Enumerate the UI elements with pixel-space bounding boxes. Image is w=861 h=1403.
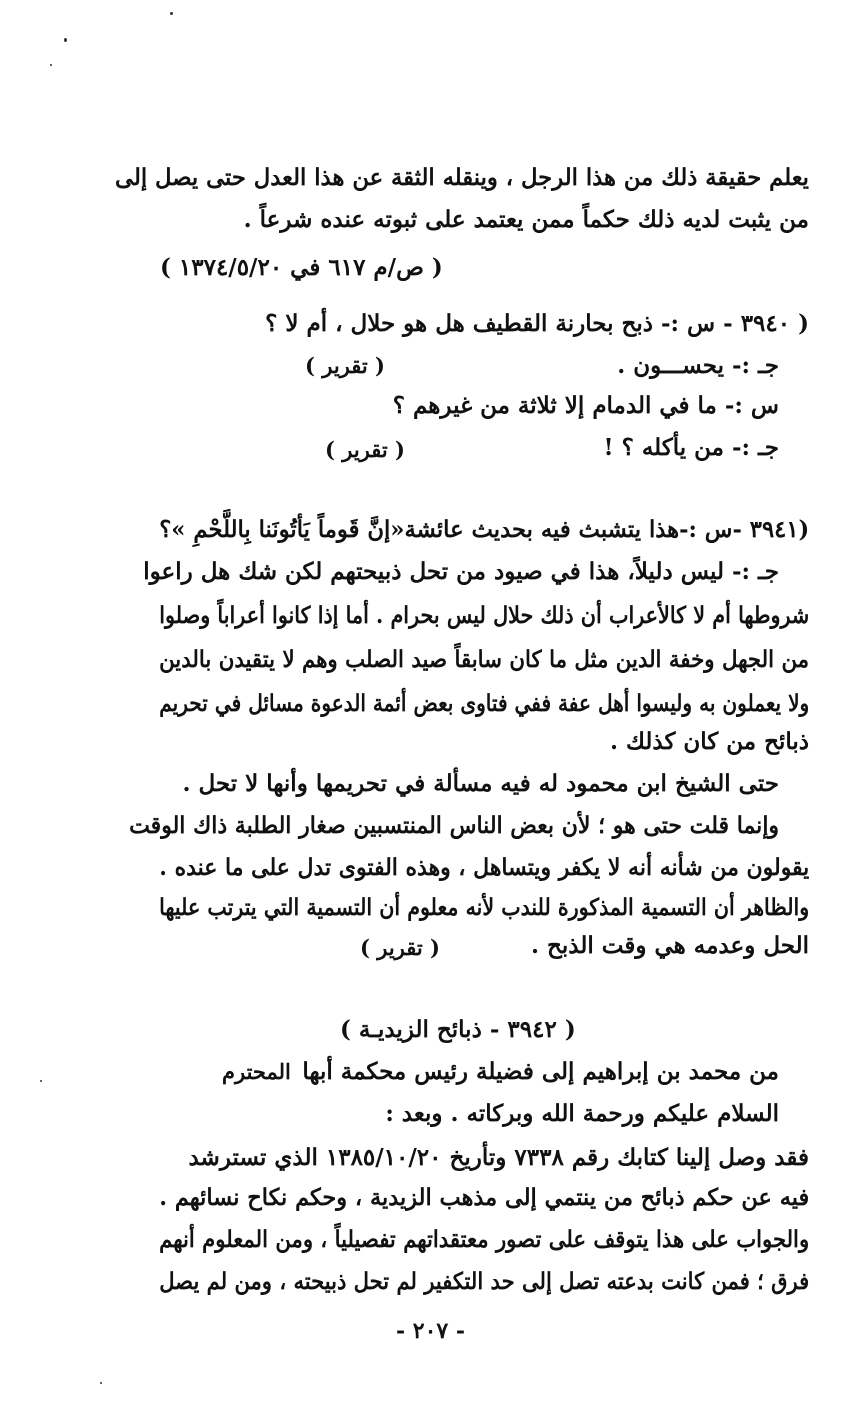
paragraph-line: حتى الشيخ ابن محمود له فيه مسألة في تحريمها وأنها لا تحل .	[182, 770, 779, 797]
paragraph-line: ولا يعملون به وليسوا أهل عفة ففي فتاوى بعض أئمة الدعوة مسائل في تحريم	[159, 690, 809, 717]
source-tag: ( تقرير )	[360, 935, 440, 960]
question-line: س :- ما في الدمام إلا ثلاثة من غيرهم ؟	[392, 392, 779, 419]
scan-speck	[170, 12, 173, 15]
source-tag: ( تقرير )	[305, 353, 385, 378]
paragraph-line: وإنما قلت حتى هو ؛ لأن بعض الناس المنتسبين صغار الطلبة ذاك الوقت	[129, 812, 779, 839]
scan-speck	[100, 1382, 102, 1384]
greeting-line: السلام عليكم ورحمة الله وبركاته . وبعد :	[385, 1100, 779, 1127]
paragraph-line: جـ :- ليس دليلاً، هذا في صيود من تحل ذبيحتهم لكن شك هل راعوا	[143, 558, 779, 585]
reference-note: ( ص/م ٦١٧ في ١٣٧٤/٥/٢٠ )	[160, 254, 443, 281]
paragraph-line: يقولون من شأنه أنه لا يكفر ويتساهل ، وهذه الفتوى تدل على ما عنده .	[159, 854, 809, 881]
paragraph-line: من الجهل وخفة الدين مثل ما كان سابقاً صيد الصلب وهم لا يتقيدن بالدين	[159, 646, 809, 673]
source-tag: ( تقرير )	[325, 437, 405, 462]
answer-line: جـ :- يحســـون .	[617, 352, 779, 379]
paragraph-line: فيه عن حكم ذبائح من ينتمي إلى مذهب الزيدية ، وحكم نكاح نسائهم .	[159, 1184, 809, 1211]
paragraph-line: من يثبت لديه ذلك حكماً ممن يعتمد على ثبوته عنده شرعاً .	[243, 206, 809, 233]
paragraph-line: الحل وعدمه هي وقت الذبح .	[531, 932, 809, 959]
respected-title: المحترم	[222, 1059, 291, 1084]
page-number: - ٢٠٧ -	[395, 1318, 466, 1344]
letter-from: من محمد بن إبراهيم إلى فضيلة رئيس محكمة أبها	[302, 1058, 779, 1085]
paragraph-line: ذبائح من كان كذلك .	[609, 728, 809, 755]
scan-speck	[40, 1080, 42, 1082]
paragraph-line: والظاهر أن التسمية المذكورة للندب لأنه معلوم أن التسمية التي يترتب عليها	[159, 894, 809, 921]
paragraph-line: فرق ؛ فمن كانت بدعته تصل إلى حد التكفير لم تحل ذبيحته ، ومن لم يصل	[159, 1268, 809, 1295]
section-title-3942: ( ٣٩٤٢ - ذبائح الزيديـة )	[340, 1016, 576, 1043]
question-title-3941: (٣٩٤١ -س :-هذا يتشبث فيه بحديث عائشة«إنَّ قَوماً يَأتُونَنا بِاللَّحْمِ »؟	[159, 516, 809, 543]
scan-speck	[50, 64, 52, 66]
paragraph-line: شروطها أم لا كالأعراب أن ذلك حلال ليس بحرام . أما إذا كانوا أعراباً وصلوا	[159, 602, 809, 629]
answer-line: جـ :- من يأكله ؟ !	[603, 434, 779, 461]
scan-speck	[64, 38, 67, 42]
question-title-3940: ( ٣٩٤٠ - س :- ذبح بحارنة القطيف هل هو حلال ، أم لا ؟	[265, 310, 809, 337]
paragraph-line: يعلم حقيقة ذلك من هذا الرجل ، وينقله الثقة عن هذا العدل حتى يصل إلى	[115, 164, 809, 191]
paragraph-line: فقد وصل إلينا كتابك رقم ٧٣٣٨ وتأريخ ١٣٨٥/١٠/٢٠ الذي تسترشد	[188, 1144, 809, 1171]
paragraph-line: والجواب على هذا يتوقف على تصور معتقداتهم تفصيلياً ، ومن المعلوم أنهم	[159, 1226, 809, 1253]
